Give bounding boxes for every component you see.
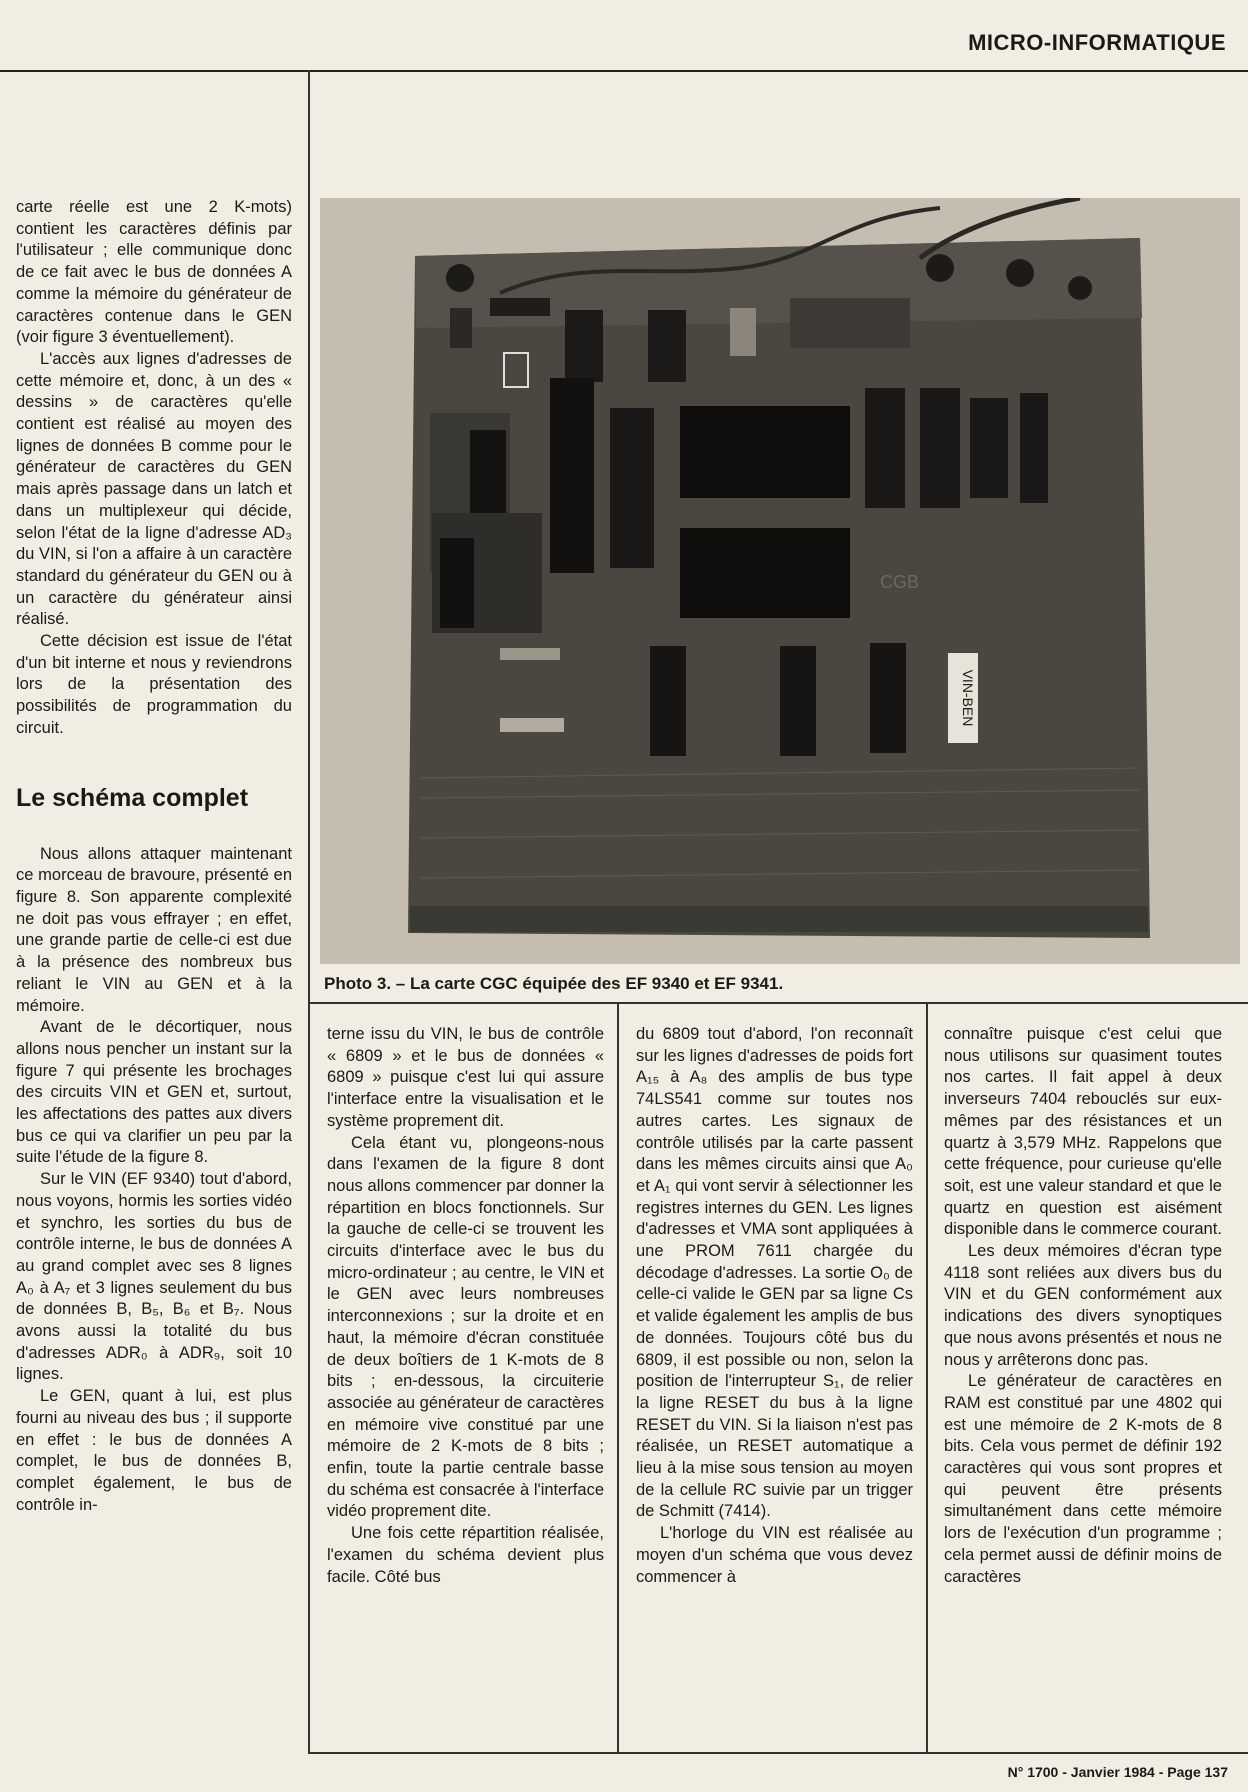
photo-bottom-rule (308, 1002, 1248, 1004)
chip-label: VIN-BEN (960, 669, 976, 727)
photo-caption: Photo 3. – La carte CGC équipée des EF 9340 et EF 9341. (324, 974, 784, 993)
paragraph: L'accès aux lignes d'adresses de cette mémoire et, donc, à un des « dessins » de caractères qu'elle contient est réalisé au moyen des lignes de données B comme pour le générateur de caractères du GEN mais après passage dans un latch et dans un multiplexeur qui décide, selon l'état de la ligne d'adresse AD₃ du VIN, si l'on a affaire à un caractère standard du générateur du GEN ou à un caractère du générateur ainsi réalisé. (16, 349, 292, 629)
section-header: MICRO-INFORMATIQUE (968, 30, 1226, 55)
article-column-1 (16, 197, 292, 1516)
paragraph: Avant de le décortiquer, nous allons nous pencher un instant sur la figure 7 qui présente les brochages des circuits VIN et GEN et, surtout, les affectations des pattes aux divers bus ce qui va clarifier un peu par la suite l'étude de la figure 8. (16, 1018, 292, 1167)
paragraph: Cela étant vu, plongeons-nous dans l'examen de la figure 8 dont nous allons commencer par donner la répartition en blocs fonctionnels. Sur la gauche de celle-ci se trouvent les circuits d'interface avec le bus du micro-ordinateur ; au centre, le VIN et le GEN avec leurs nombreuses interconnexions ; sur la droite et en haut, la mémoire d'écran constituée de deux boîtiers de 1 K-mots de 8 bits ; en-dessous, la circuiterie associée au générateur de caractères en mémoire vive constitué par une mémoire de 2 K-mots de 8 bits ; enfin, toute la partie centrale basse du schéma est consacrée à l'interface vidéo proprement dite. (327, 1133, 605, 1521)
column-divider-2 (617, 1002, 619, 1752)
pcb-marking: CGB (880, 572, 920, 592)
paragraph: Le générateur de caractères en RAM est constitué par une 4802 qui est une mémoire de 2 K-mots de 8 bits. Cela vous permet de définir 192 caractères qui vous sont propres et qui peuvent être présents simultanément dans cette mémoire lors de l'exécution d'un programme ; cela permet aussi de définir moins de caractères (944, 1372, 1222, 1586)
paragraph: terne issu du VIN, le bus de contrôle « 6809 » et le bus de données « 6809 » puisque c'est lui qui assure l'interface entre la visualisation et le système proprement dit. (327, 1025, 604, 1130)
columns-bottom-rule (308, 1752, 1248, 1754)
header-rule (0, 70, 1248, 72)
paragraph: carte réelle est une 2 K-mots) contient les caractères définis par l'utilisateur ; elle communique donc de ce fait avec le bus de données A comme la mémoire du générateur de caractères contenue dans le GEN (voir figure 3 éventuellement). (16, 198, 292, 347)
page-footer: N° 1700 - Janvier 1984 - Page 137 (1007, 1764, 1228, 1780)
paragraph: du 6809 tout d'abord, l'on reconnaît sur les lignes d'adresses de poids fort A₁₅ à A₈ des amplis de bus type 74LS541 comme sur toutes nos autres cartes. Les signaux de contrôle utilisés par la carte passent dans les mêmes circuits ainsi que A₀ et A₁ qui vont servir à sélectionner les registres internes du GEN. Les lignes d'adresses et VMA sont appliquées à une PROM 7611 chargée du décodage d'adresses. La sortie O₀ de celle-ci valide le GEN par sa ligne Cs et valide également les amplis de bus de données. Toujours côté bus du 6809, il est possible ou non, selon la position de l'interrupteur S₁, de relier la ligne RESET du bus à la ligne RESET du VIN. Si la liaison n'est pas réalisée, un RESET automatique a lieu à la mise sous tension au moyen de la cellule RC suivie par un trigger de Schmitt (7414). (636, 1025, 913, 1521)
paragraph: Nous allons attaquer maintenant ce morceau de bravoure, présenté en figure 8. Son apparente complexité ne doit pas vous effrayer ; en effet, une grande partie de celle-ci est due à la présence des nombreux bus reliant le VIN au GEN et à la mémoire. (16, 844, 292, 1015)
paragraph: Le GEN, quant à lui, est plus fourni au niveau des bus ; il supporte en effet : le bus de données A complet, le bus de données B, complet également, le bus de contrôle in- (16, 1387, 292, 1514)
circuit-board-photo (320, 198, 1240, 964)
paragraph: Une fois cette répartition réalisée, l'examen du schéma devient plus facile. Côté bus (327, 1524, 604, 1586)
article-column-3 (636, 1024, 913, 1588)
paragraph: Sur le VIN (EF 9340) tout d'abord, nous voyons, hormis les sorties vidéo et synchro, les sorties du bus de contrôle interne, le bus de données A au grand complet avec ses 8 lignes A₀ à A₇ et 3 lignes seulement du bus de données B, B₅, B₆ et B₇. Nous avons aussi la totalité du bus d'adresses ADR₀ à ADR₉, soit 10 lignes. (16, 1170, 292, 1384)
article-column-2 (327, 1024, 604, 1588)
paragraph: Cette décision est issue de l'état d'un bit interne et nous y reviendrons lors de la présentation des possibilités de programmation du circuit. (16, 632, 292, 737)
paragraph: connaître puisque c'est celui que nous utilisons sur quasiment toutes nos cartes. Il fait appel à deux inverseurs 7404 rebouclés sur eux-mêmes par des résistances et un quartz à 3,579 MHz. Rappelons que cette fréquence, pour curieuse qu'elle soit, est une valeur standard et que le quartz en question est aisément disponible dans le commerce courant. (944, 1025, 1222, 1239)
column-divider-left (308, 70, 310, 1752)
section-heading: Le schéma complet (16, 783, 249, 812)
column-divider-3 (926, 1002, 928, 1752)
article-column-4 (944, 1024, 1222, 1588)
paragraph: Les deux mémoires d'écran type 4118 sont reliées aux divers bus du VIN et du GEN conformément aux indications des divers synoptiques que nous avons présentés et nous ne nous y arrêterons donc pas. (944, 1242, 1222, 1369)
paragraph: L'horloge du VIN est réalisée au moyen d'un schéma que vous devez commencer à (636, 1524, 913, 1586)
